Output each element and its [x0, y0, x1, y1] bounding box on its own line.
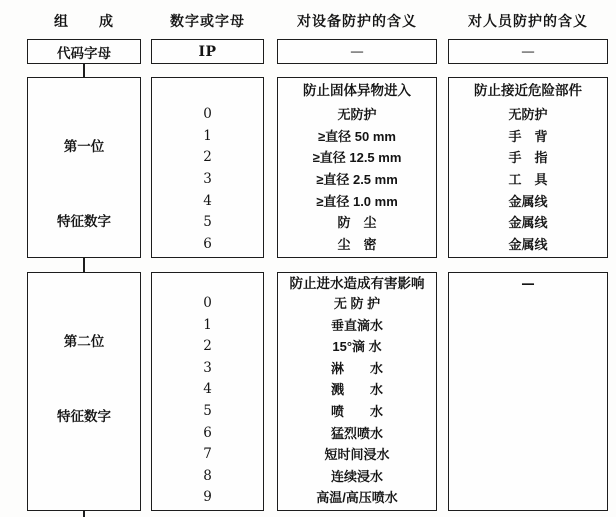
- section2-label-line2: 特征数字: [57, 409, 111, 424]
- section2-water-header: 防止进水造成有害影响: [289, 276, 425, 291]
- section1-personnel-row: 工 具: [508, 172, 548, 188]
- section1-equipment-header: 防止固体异物进入: [303, 83, 411, 98]
- section2-water-row: 垂直滴水: [330, 317, 383, 333]
- section2-water-row: 猛烈喷水: [330, 425, 383, 441]
- section2-water-box: [277, 272, 437, 511]
- section1-equipment-row: ≥直径 12.5 mm: [312, 150, 402, 166]
- section1-digit: 6: [203, 236, 212, 253]
- section2-digit: 6: [203, 424, 212, 441]
- column-header-numeral-or-letter: 数字或字母: [170, 13, 245, 29]
- section1-digit: 3: [203, 171, 212, 188]
- section1-digit: 2: [203, 149, 212, 166]
- section1-label-line2: 特征数字: [57, 214, 111, 229]
- section2-personnel-box: [448, 272, 608, 511]
- section1-equipment-row: 尘 密: [337, 237, 377, 253]
- section2-water-row: 喷 水: [330, 403, 383, 419]
- section2-digit: 8: [203, 467, 212, 484]
- column-header-composition: 组 成: [54, 13, 114, 29]
- section2-personnel-dash: —: [521, 276, 535, 292]
- section2-digit: 1: [203, 316, 212, 333]
- section2-digit: 2: [203, 338, 212, 355]
- section1-personnel-row: 手 指: [508, 150, 548, 166]
- section2-water-row: 淋 水: [330, 360, 383, 376]
- section1-equipment-row: ≥直径 50 mm: [318, 128, 396, 144]
- code-letters-label-box: 代码字母: [27, 39, 141, 64]
- section2-water-row: 15°滴 水: [332, 339, 382, 355]
- section1-digits-box: [151, 77, 264, 258]
- section1-personnel-row: 手 背: [508, 128, 548, 144]
- code-letters-equipment-dash-box: —: [277, 39, 437, 64]
- connector-line: [83, 258, 85, 273]
- code-letters-personnel-dash-box: —: [448, 39, 608, 64]
- section1-equipment-box: [277, 77, 437, 258]
- section1-personnel-header: 防止接近危险部件: [474, 83, 582, 98]
- section2-label-line1: 第二位: [63, 334, 105, 349]
- section2-water-row: 短时间浸水: [324, 447, 390, 463]
- connector-line: [83, 63, 85, 78]
- section2-digit: 3: [203, 359, 212, 376]
- code-letters-value-box: IP: [151, 39, 264, 64]
- section2-digit: 9: [203, 489, 212, 506]
- section1-equipment-row: 无防护: [337, 107, 377, 122]
- section2-water-row: 连续浸水: [330, 468, 383, 484]
- section2-digit: 5: [203, 402, 212, 419]
- section2-label-box: [27, 272, 141, 511]
- section2-water-row: 高温/高压喷水: [316, 490, 398, 506]
- section2-digit: 0: [203, 295, 212, 311]
- section1-digit: 0: [203, 106, 212, 122]
- section1-label-box: [27, 77, 141, 258]
- section1-personnel-row: 金属线: [508, 193, 548, 209]
- section2-digit: 7: [203, 446, 212, 463]
- section1-personnel-box: [448, 77, 608, 258]
- spacer: [152, 78, 263, 104]
- section1-digit: 5: [203, 214, 212, 231]
- spacer: [152, 273, 263, 293]
- section1-equipment-row: ≥直径 2.5 mm: [316, 172, 398, 188]
- column-header-equipment-meaning: 对设备防护的含义: [297, 13, 417, 29]
- section2-digits-box: [151, 272, 264, 511]
- section1-personnel-row: 金属线: [508, 215, 548, 231]
- section1-equipment-row: ≥直径 1.0 mm: [316, 193, 398, 209]
- section1-label-line1: 第一位: [63, 139, 105, 154]
- section2-water-row: 无 防 护: [333, 296, 381, 311]
- section2-water-row: 溅 水: [330, 382, 383, 398]
- column-header-personnel-meaning: 对人员防护的含义: [468, 13, 588, 29]
- section1-personnel-row: 金属线: [508, 237, 548, 253]
- section1-personnel-row: 无防护: [508, 107, 548, 122]
- section1-digit: 1: [203, 127, 212, 144]
- section2-digit: 4: [203, 381, 212, 398]
- section1-equipment-row: 防 尘: [337, 215, 377, 231]
- section1-digit: 4: [203, 192, 212, 209]
- connector-line: [83, 511, 85, 517]
